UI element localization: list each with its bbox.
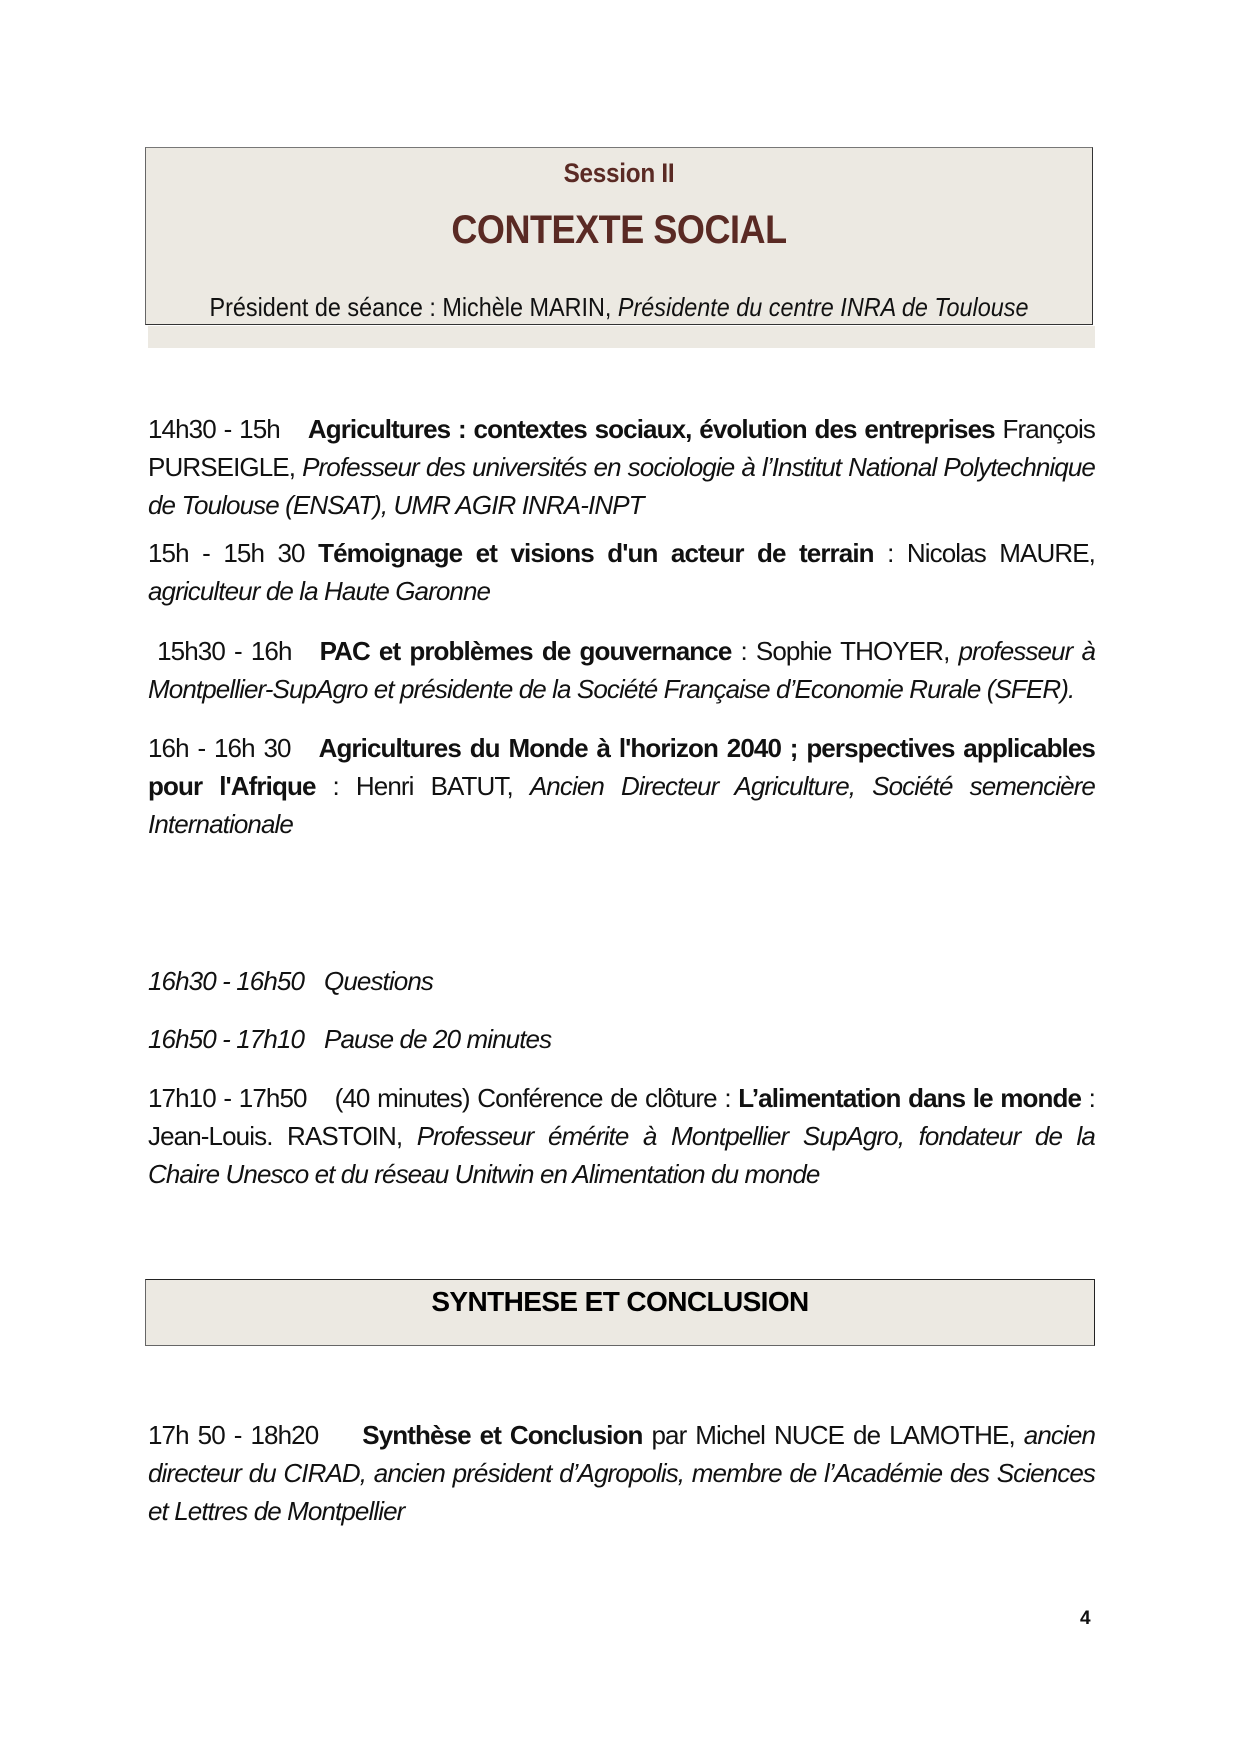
program-title: Agricultures : contextes sociaux, évolution des entreprises	[307, 414, 995, 444]
pause-label: Pause de 20 minutes	[324, 1024, 552, 1054]
session-title: CONTEXTE SOCIAL	[451, 208, 787, 252]
program-title: Témoignage et visions d'un acteur de terrain	[318, 538, 874, 568]
program-title: PAC et problèmes de gouvernance	[319, 636, 732, 666]
program-speaker: François PURSEIGLE,	[148, 414, 1095, 482]
program-time: 16h - 16h 30	[148, 733, 291, 763]
pause-item	[148, 1020, 1095, 1058]
president-name: Président de séance : Michèle MARIN,	[209, 292, 618, 322]
president-role: Présidente du centre INRA de Toulouse	[617, 292, 1029, 322]
session-box-shadow	[148, 326, 1095, 348]
closing-role: Professeur émérite à Montpellier SupAgro, fondateur de la Chaire Unesco et du réseau Unitwin en Alimentation du monde	[148, 1121, 1095, 1189]
program-speaker: : Sophie THOYER,	[731, 636, 959, 666]
program-role: Professeur des universités en sociologie à l’Institut National Polytechnique de Toulouse (ENSAT), UMR AGIR INRA-INPT	[148, 452, 1095, 520]
synthesis-title: Synthèse et Conclusion	[362, 1420, 643, 1450]
synthesis-role: ancien directeur du CIRAD, ancien président d’Agropolis, membre de l’Académie des Sciences et Lettres de Montpellier	[148, 1420, 1096, 1526]
program-time: 15h30 - 16h	[157, 636, 292, 666]
program-role: professeur à Montpellier-SupAgro et présidente de la Société Française d’Economie Rurale (SFER).	[148, 636, 1096, 704]
program-time: 14h30 - 15h	[148, 414, 280, 444]
program-item	[148, 534, 1095, 610]
program-item	[148, 632, 1095, 708]
session-header-box	[145, 147, 1093, 325]
program-time: 15h - 15h 30	[148, 538, 305, 568]
closing-prefix: (40 minutes) Conférence de clôture :	[334, 1083, 739, 1113]
synthesis-header-title: SYNTHESE ET CONCLUSION	[431, 1286, 809, 1317]
program-item	[148, 410, 1095, 524]
closing-time: 17h10 - 17h50	[148, 1083, 307, 1113]
pause-time: 16h50 - 17h10	[148, 1024, 305, 1054]
synthesis-time: 17h 50 - 18h20	[148, 1420, 319, 1450]
closing-conference	[148, 1079, 1095, 1193]
questions-time: 16h30 - 16h50	[148, 966, 305, 996]
page-number: 4	[1080, 1608, 1091, 1629]
synthesis-header-box	[145, 1279, 1095, 1346]
program-item	[148, 729, 1095, 843]
questions-item	[148, 962, 1095, 1000]
synthesis-item	[148, 1416, 1095, 1530]
session-president	[193, 292, 1044, 323]
program-speaker: : Henri BATUT,	[315, 771, 530, 801]
closing-speaker: : Jean-Louis. RASTOIN,	[148, 1083, 1095, 1151]
synthesis-speaker: par Michel NUCE de LAMOTHE,	[642, 1420, 1024, 1450]
program-speaker: : Nicolas MAURE,	[873, 538, 1095, 568]
closing-title: L’alimentation dans le monde	[738, 1083, 1082, 1113]
program-role: Ancien Directeur Agriculture, Société semencière Internationale	[148, 771, 1095, 839]
session-label: Session II	[563, 158, 675, 188]
program-title: Agricultures du Monde à l'horizon 2040 ; perspectives applicables pour l'Afrique	[148, 733, 1095, 801]
program-role: agriculteur de la Haute Garonne	[148, 576, 491, 606]
questions-label: Questions	[324, 966, 433, 996]
